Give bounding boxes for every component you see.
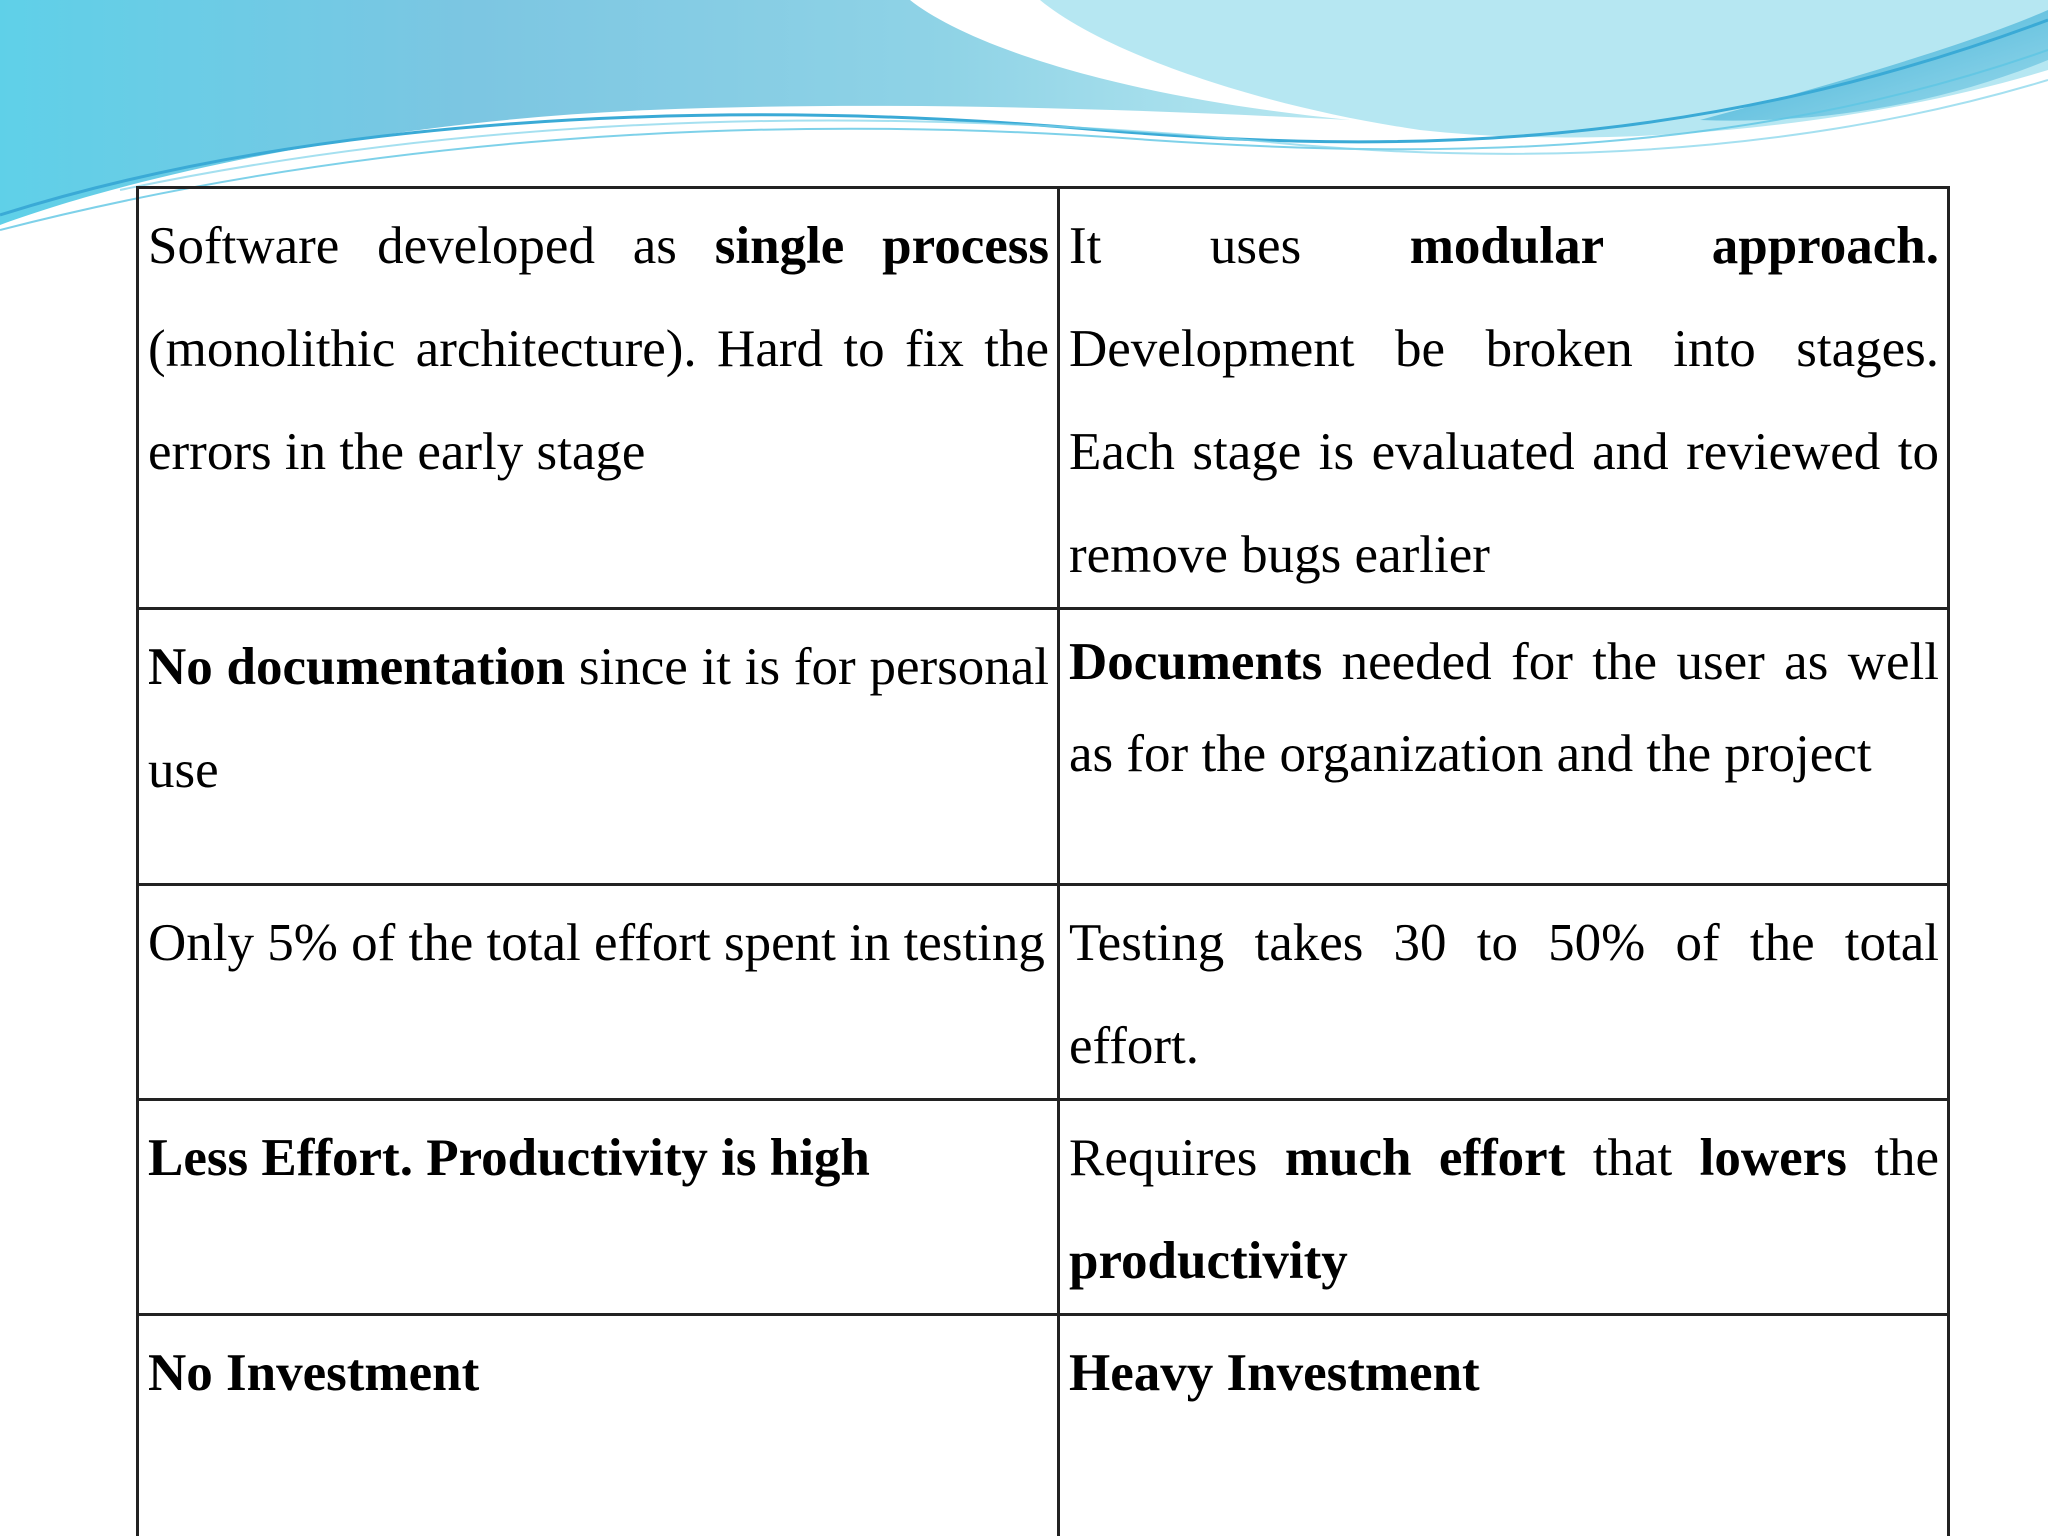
cell-text: needed for the user as well as for the organization and the project <box>1069 633 1939 783</box>
cell-text: Requires <box>1069 1129 1285 1187</box>
table-cell-right <box>1059 188 1949 609</box>
table-row <box>138 609 1949 885</box>
cell-text: that <box>1565 1129 1700 1187</box>
cell-text: Software developed as <box>148 217 715 275</box>
cell-text: Only 5% of the total effort spent in testing <box>148 914 1045 972</box>
cell-text-bold: Documents <box>1069 633 1323 691</box>
cell-text: since it is for personal use <box>148 638 1050 799</box>
table-cell-left <box>138 1100 1059 1315</box>
table-cell-left <box>138 885 1059 1100</box>
table-row <box>138 885 1949 1100</box>
cell-text-bold: single process <box>714 217 1049 275</box>
cell-text-bold: productivity <box>1069 1232 1348 1290</box>
table-cell-left <box>138 1315 1059 1536</box>
cell-text: Development be broken into stages. Each stage is evaluated and reviewed to remove bugs earlier <box>1069 320 1939 584</box>
cell-text-bold: Heavy Investment <box>1069 1344 1480 1402</box>
comparison-table-body <box>138 188 1949 1536</box>
table-row <box>138 188 1949 609</box>
table-cell-right <box>1059 1100 1949 1315</box>
table-cell-left <box>138 188 1059 609</box>
cell-text-bold: Less Effort. Productivity is high <box>148 1129 870 1187</box>
table-cell-right <box>1059 1315 1949 1536</box>
cell-text-bold: modular approach. <box>1409 217 1939 275</box>
table-row <box>138 1315 1949 1536</box>
comparison-table <box>136 186 1950 1536</box>
table-cell-right <box>1059 609 1949 885</box>
cell-text: It uses <box>1069 217 1410 275</box>
cell-text-bold: No Investment <box>148 1344 480 1402</box>
cell-text-bold: No documentation <box>148 638 566 696</box>
cell-text-bold: much effort <box>1284 1129 1566 1187</box>
cell-text-bold: lowers <box>1699 1129 1847 1187</box>
table-cell-right <box>1059 885 1949 1100</box>
cell-text: (monolithic architecture). Hard to fix the errors in the early stage <box>148 320 1049 481</box>
cell-text: the <box>1846 1129 1939 1187</box>
table-cell-left <box>138 609 1059 885</box>
cell-text: Testing takes 30 to 50% of the total effort. <box>1069 914 1939 1075</box>
table-row <box>138 1100 1949 1315</box>
